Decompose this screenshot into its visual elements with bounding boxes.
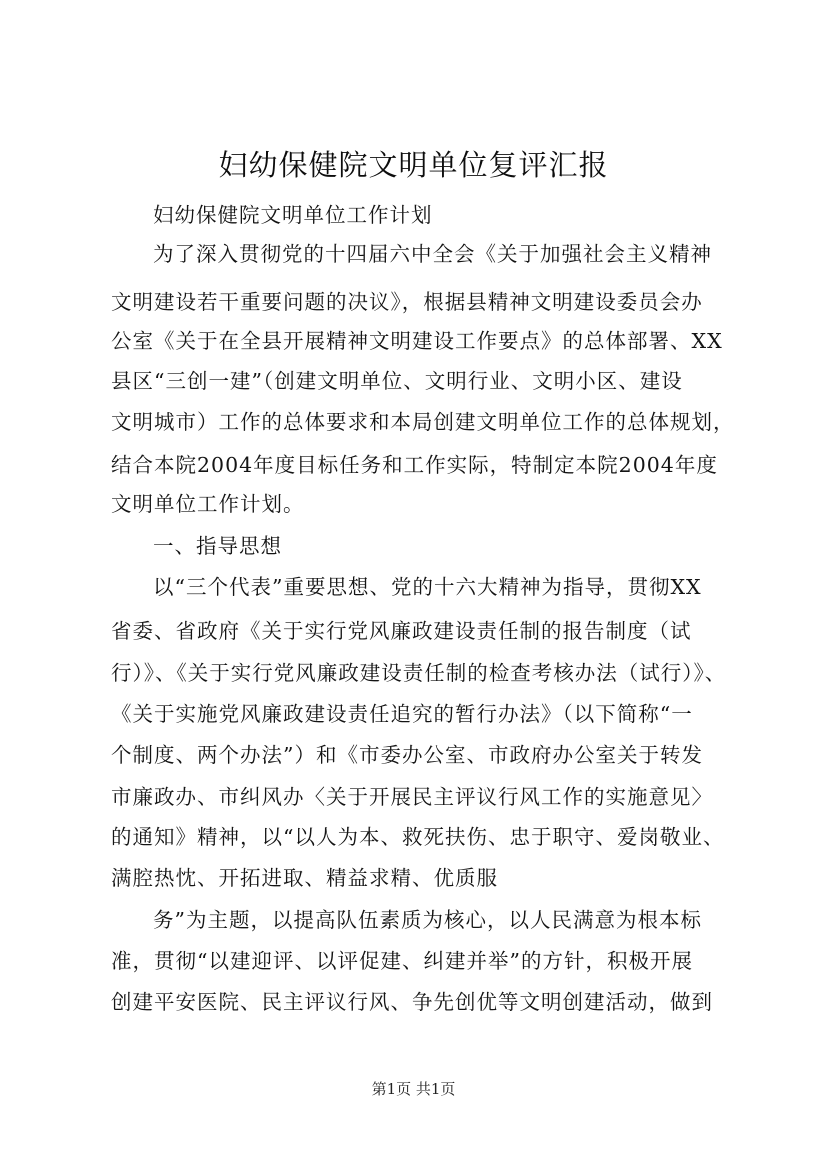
document-title: 妇幼保健院文明单位复评汇报 (218, 148, 609, 182)
paragraph-line: 创建平安医院、民主评议行风、争先创优等文明创建活动，做到 (111, 990, 713, 1014)
paragraph-line: 市廉政办、市纠风办〈关于开展民主评议行风工作的实施意见〉 (111, 785, 713, 809)
paragraph-line: 结合本院2004年度目标任务和工作实际，特制定本院2004年度 (111, 453, 718, 477)
section-heading: 一、指导思想 (153, 534, 282, 558)
paragraph-line: 的通知》精神，以“以人为本、救死扶伤、忠于职守、爱岗敬业、 (111, 825, 725, 849)
paragraph-line: 准，贯彻“以建迎评、以评促建、纠建并举”的方针，积极开展 (111, 949, 693, 973)
paragraph-line: 县区“三创一建”（创建文明单位、文明行业、文明小区、建设 (111, 369, 683, 393)
paragraph-line: 文明单位工作计划。 (111, 492, 305, 516)
paragraph-line: 以“三个代表”重要思想、党的十六大精神为指导，贯彻XX (153, 575, 702, 599)
subtitle-line: 妇幼保健院文明单位工作计划 (153, 203, 433, 227)
paragraph-line: 文明城市）工作的总体要求和本局创建文明单位工作的总体规划， (111, 410, 735, 434)
paragraph-line: 省委、省政府《关于实行党风廉政建设责任制的报告制度（试 (111, 619, 692, 643)
paragraph-line: 行）》、《关于实行党风廉政建设责任制的检查考核办法（试行）》、 (111, 661, 727, 685)
paragraph-line: 务”为主题，以提高队伍素质为核心，以人民满意为根本标 (153, 908, 702, 932)
paragraph-line: 个制度、两个办法”）和《市委办公室、市政府办公室关于转发 (111, 743, 703, 767)
paragraph-line: 文明建设若干重要问题的决议》，根据县精神文明建设委员会办 (111, 290, 703, 314)
page-number-footer: 第1页 共1页 (371, 1080, 456, 1098)
paragraph-line: 为了深入贯彻党的十四届六中全会《关于加强社会主义精神 (153, 242, 712, 266)
paragraph-line: 公室《关于在全县开展精神文明建设工作要点》的总体部署、XX (111, 329, 723, 353)
paragraph-line: 满腔热忱、开拓进取、精益求精、优质服 (111, 866, 498, 890)
paragraph-line: 《关于实施党风廉政建设责任追究的暂行办法》（以下简称“一 (111, 702, 693, 726)
